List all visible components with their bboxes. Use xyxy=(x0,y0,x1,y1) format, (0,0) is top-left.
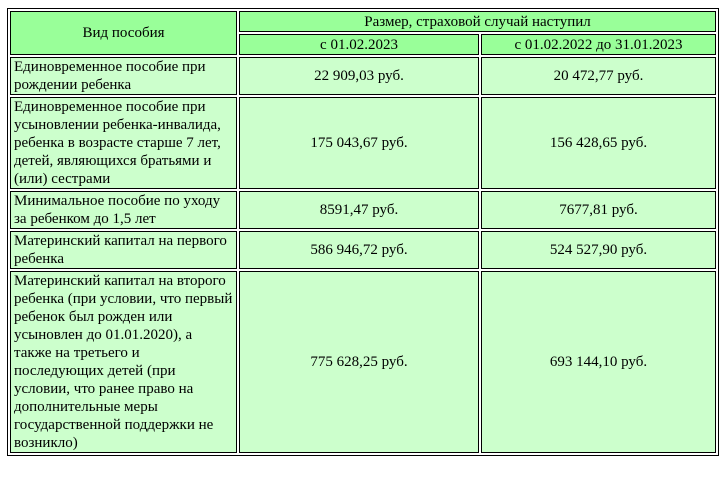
amount-2023: 8591,47 руб. xyxy=(239,191,479,229)
amount-2022: 693 144,10 руб. xyxy=(481,271,716,453)
amount-2022: 7677,81 руб. xyxy=(481,191,716,229)
benefits-table-container xyxy=(7,8,719,456)
table-row xyxy=(10,191,716,229)
table-row xyxy=(10,231,716,269)
amount-2022: 20 472,77 руб. xyxy=(481,57,716,95)
amount-2023: 775 628,25 руб. xyxy=(239,271,479,453)
header-col-2023: с 01.02.2023 xyxy=(239,34,479,55)
amount-2023: 175 043,67 руб. xyxy=(239,97,479,189)
table-row xyxy=(10,57,716,95)
benefit-label: Материнский капитал на первого ребенка xyxy=(10,231,237,269)
header-row-1 xyxy=(10,11,716,32)
header-col-2022: с 01.02.2022 до 31.01.2023 xyxy=(481,34,716,55)
header-benefit-type: Вид пособия xyxy=(10,11,237,55)
benefit-label: Минимальное пособие по уходу за ребенком до 1,5 лет xyxy=(10,191,237,229)
table-row xyxy=(10,271,716,453)
amount-2022: 524 527,90 руб. xyxy=(481,231,716,269)
benefits-table xyxy=(7,8,719,456)
benefit-label: Единовременное пособие при усыновлении ребенка-инвалида, ребенка в возрасте старше 7 лет, детей, являющихся братьями и (или) сестрами xyxy=(10,97,237,189)
benefit-label: Материнский капитал на второго ребенка (при условии, что первый ребенок был рожден или усыновлен до 01.01.2020), а также на третьего и последующих детей (при условии, что ранее право на дополнительные меры государственной поддержки не возникло) xyxy=(10,271,237,453)
benefit-label: Единовременное пособие при рождении ребенка xyxy=(10,57,237,95)
amount-2023: 22 909,03 руб. xyxy=(239,57,479,95)
amount-2023: 586 946,72 руб. xyxy=(239,231,479,269)
amount-2022: 156 428,65 руб. xyxy=(481,97,716,189)
header-amount-group: Размер, страховой случай наступил xyxy=(239,11,716,32)
table-row xyxy=(10,97,716,189)
